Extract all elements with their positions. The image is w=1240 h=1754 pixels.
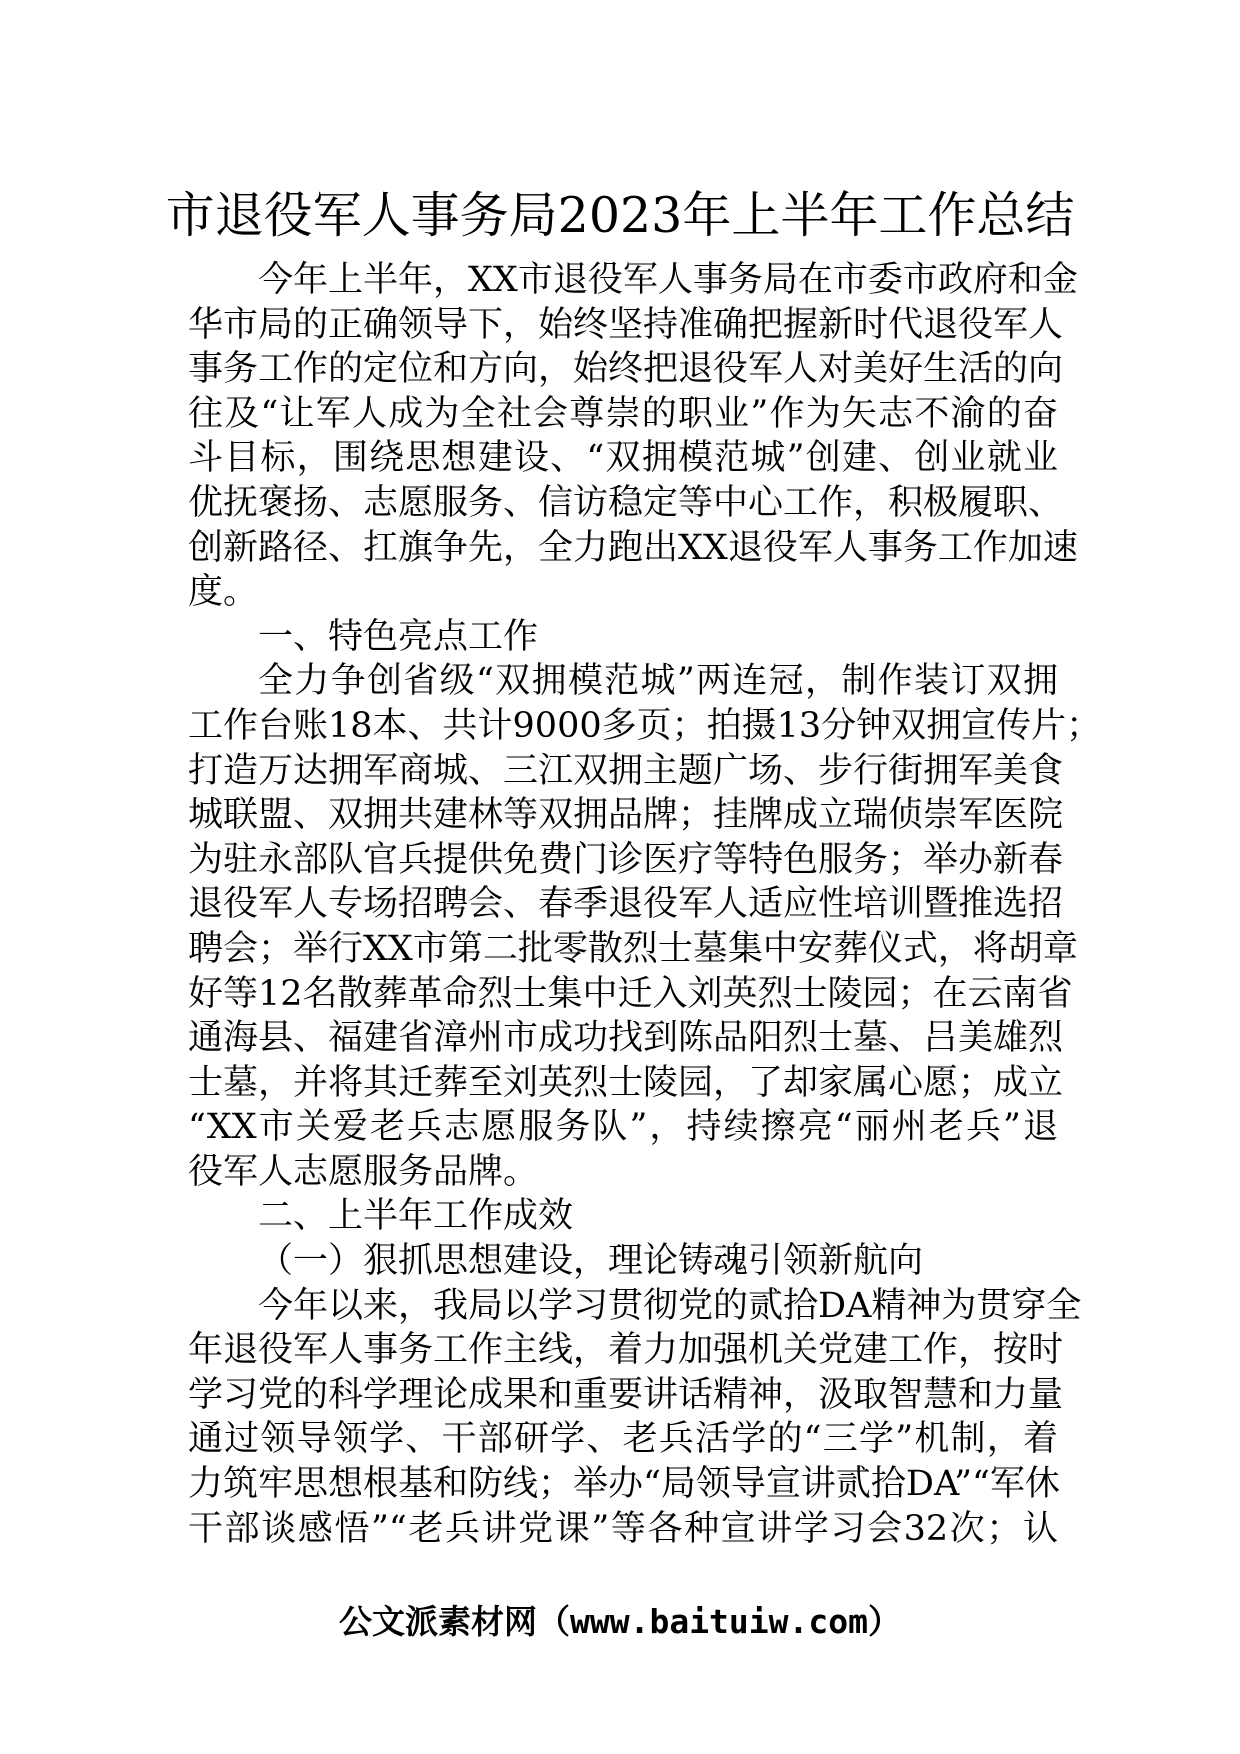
- text-line: 全力争创省级“双拥模范城”两连冠，制作装订双拥: [258, 661, 1058, 702]
- text-line: 二、上半年工作成效: [258, 1196, 574, 1237]
- document-title: 市退役军人事务局2023年上半年工作总结: [165, 187, 1075, 244]
- text-line: 今年上半年，XX市退役军人事务局在市委市政府和金: [258, 260, 1078, 300]
- text-line: 为驻永部队官兵提供免费门诊医疗等特色服务；举办新春: [188, 839, 1064, 880]
- footer-close-paren: ）: [868, 1602, 901, 1641]
- text-line: 通海县、福建省漳州市成功找到陈品阳烈士墓、吕美雄烈: [188, 1018, 1064, 1059]
- text-line: 干部谈感悟”“老兵讲党课”等各种宣讲学习会32次；认: [188, 1508, 1058, 1549]
- footer-site-name: 公文派素材网: [338, 1602, 537, 1641]
- text-line: 退役军人专场招聘会、春季退役军人适应性培训暨推选招: [188, 884, 1064, 925]
- text-line: 役军人志愿服务品牌。: [188, 1151, 539, 1192]
- text-line: 华市局的正确领导下，始终坚持准确把握新时代退役军人: [188, 304, 1064, 345]
- text-line: 优抚褒扬、志愿服务、信访稳定等中心工作，积极履职、: [188, 482, 1064, 523]
- text-line: 士墓，并将其迁葬至刘英烈士陵园，了却家属心愿；成立: [188, 1062, 1064, 1103]
- text-line: 聘会；举行XX市第二批零散烈士墓集中安葬仪式，将胡章: [188, 928, 1078, 969]
- text-line: 城联盟、双拥共建林等双拥品牌；挂牌成立瑞侦崇军医院: [188, 795, 1064, 836]
- text-line: 斗目标，围绕思想建设、“双拥模范城”创建、创业就业: [188, 438, 1058, 479]
- text-line: 通过领导领学、干部研学、老兵活学的“三学”机制，着: [188, 1419, 1058, 1460]
- text-line: 度。: [188, 572, 259, 613]
- text-line: 好等12名散葬革命烈士集中迁入刘英烈士陵园；在云南省: [188, 973, 1073, 1014]
- text-line: 打造万达拥军商城、三江双拥主题广场、步行街拥军美食: [188, 750, 1064, 791]
- text-line: 往及“让军人成为全社会尊崇的职业”作为矢志不渝的奋: [188, 393, 1058, 434]
- footer-watermark: [120, 1602, 1120, 1642]
- text-line: （一）狠抓思想建设，理论铸魂引领新航向: [258, 1241, 924, 1282]
- document-body: [188, 258, 1102, 1551]
- footer-url[interactable]: www.baituiw.com: [569, 1602, 868, 1641]
- text-line: 今年以来，我局以学习贯彻党的贰拾DA精神为贯穿全: [258, 1285, 1082, 1326]
- text-line: 年退役军人事务工作主线，着力加强机关党建工作，按时: [188, 1330, 1064, 1371]
- footer-open-paren: （: [536, 1602, 570, 1641]
- text-line: 工作台账18本、共计9000多页；拍摄13分钟双拥宣传片；: [188, 705, 1102, 746]
- text-line: 一、特色亮点工作: [258, 616, 539, 657]
- text-line: “XX市关爱老兵志愿服务队”，持续擦亮“丽州老兵”退: [188, 1107, 1058, 1148]
- text-line: 创新路径、扛旗争先，全力跑出XX退役军人事务工作加速: [188, 527, 1078, 568]
- text-line: 学习党的科学理论成果和重要讲话精神，汲取智慧和力量: [188, 1374, 1064, 1415]
- text-line: 事务工作的定位和方向，始终把退役军人对美好生活的向: [188, 349, 1064, 390]
- text-line: 力筑牢思想根基和防线；举办“局领导宣讲贰拾DA”“军休: [188, 1464, 1060, 1505]
